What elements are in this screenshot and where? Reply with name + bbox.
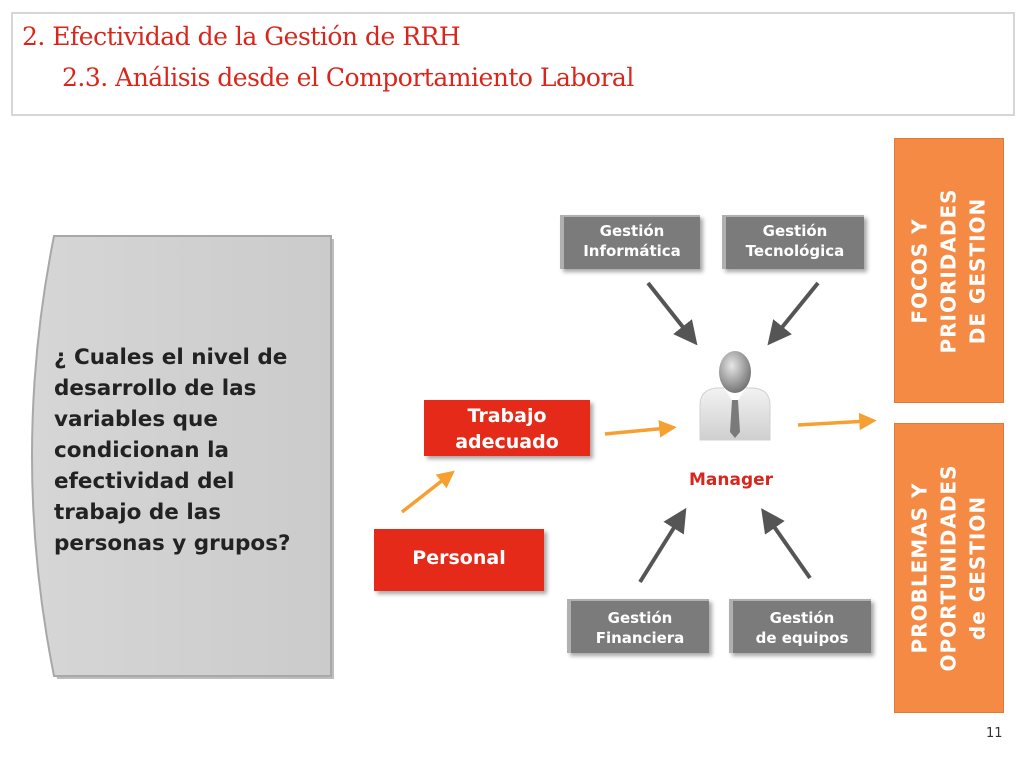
slide-title: 2. Efectividad de la Gestión de RRH: [22, 22, 461, 51]
gestion-informatica-box: [560, 215, 700, 269]
box-line: Gestión: [599, 222, 665, 240]
panel-line: FOCOS Y: [907, 217, 932, 324]
panel-line: de GESTION: [965, 495, 990, 641]
question-line: desarrollo de las: [54, 376, 257, 401]
box-line: Trabajo: [467, 405, 547, 427]
box-line: Gestión: [762, 222, 828, 240]
page-number: 11: [986, 726, 1003, 741]
arrow-equipos: [768, 518, 810, 578]
panel-line: OPORTUNIDADES: [936, 464, 961, 672]
focos-panel: [894, 138, 1004, 403]
arrow-tecnologica: [775, 283, 818, 336]
arrow-financiera: [640, 518, 680, 582]
gestion-equipos-box: [729, 599, 871, 653]
box-line: Gestión: [607, 609, 673, 627]
gestion-financiera-box: [567, 599, 709, 653]
question-line: ¿ Cuales el nivel de: [54, 345, 288, 370]
question-line: condicionan la: [54, 438, 229, 463]
panel-line: PROBLEMAS Y: [907, 482, 932, 654]
manager-icon: [700, 351, 770, 440]
panel-line: PRIORIDADES: [936, 187, 961, 354]
question-line: trabajo de las: [54, 500, 222, 525]
box-line: adecuado: [455, 431, 559, 453]
manager-label: Manager: [689, 470, 774, 490]
arrow-trabajo-manager: [605, 428, 668, 434]
arrow-personal-trabajo: [402, 476, 448, 512]
slide-subtitle: 2.3. Análisis desde el Comportamiento Laboral: [62, 63, 634, 92]
question-line: efectividad del: [54, 469, 235, 494]
trabajo-adecuado-box: [424, 400, 590, 456]
box-line: Financiera: [595, 629, 685, 647]
gestion-tecnologica-box: [722, 215, 864, 269]
arrow-manager-panels: [798, 421, 868, 425]
box-line: Tecnológica: [745, 242, 845, 260]
box-line: de equipos: [755, 629, 849, 647]
panel-line: DE GESTION: [965, 197, 990, 344]
question-line: variables que: [54, 407, 218, 432]
personal-label: Personal: [412, 547, 506, 569]
box-line: Gestión: [769, 609, 835, 627]
personal-box: [374, 529, 544, 591]
arrow-informatica: [648, 283, 690, 336]
problemas-panel: [894, 423, 1004, 713]
box-line: Informática: [583, 242, 681, 260]
question-line: personas y grupos?: [54, 531, 291, 556]
